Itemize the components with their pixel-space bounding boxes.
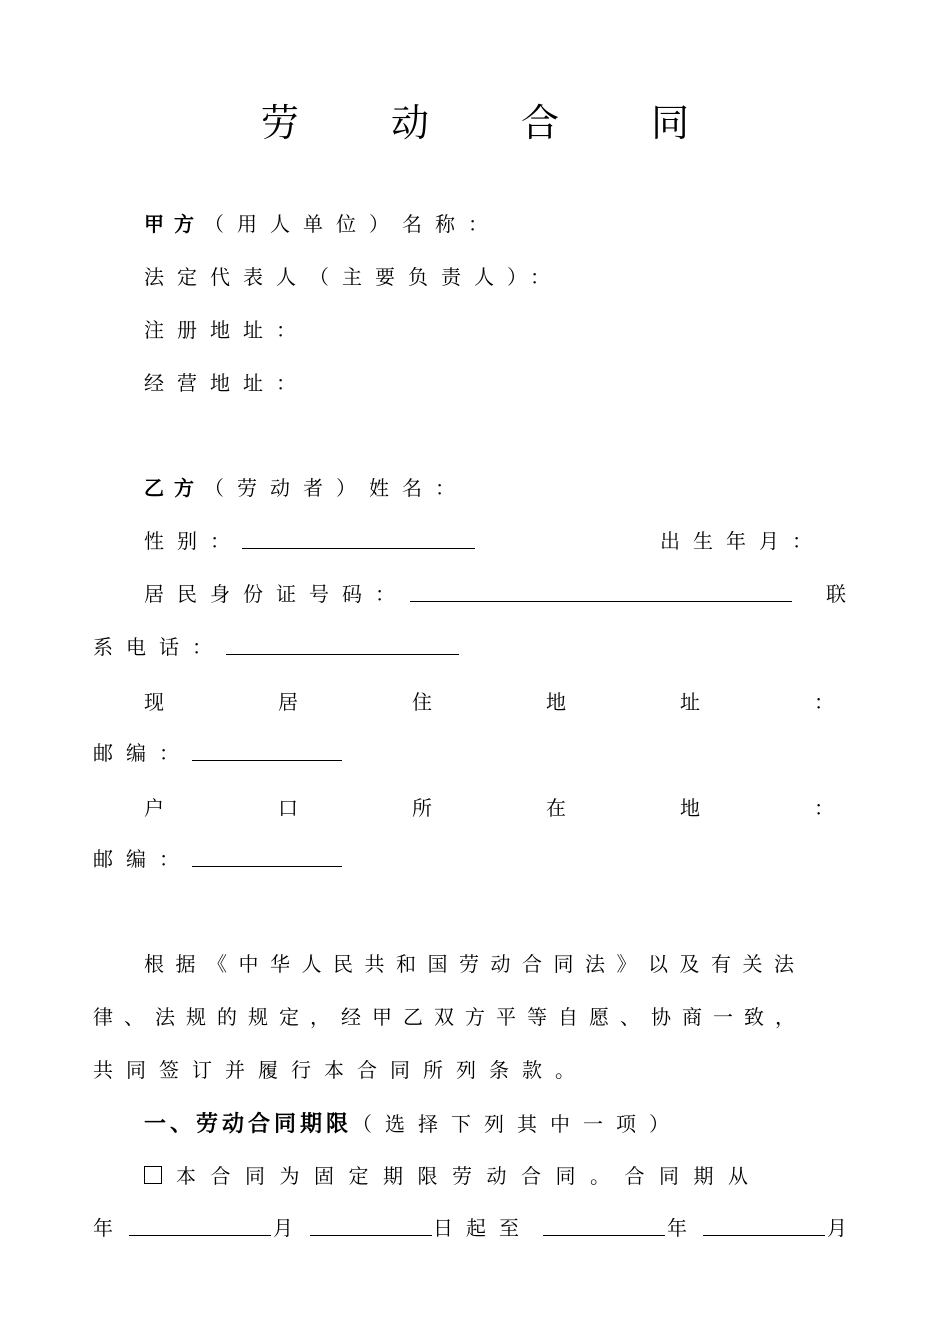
hukou-char: 在 bbox=[546, 796, 566, 820]
checkbox-icon[interactable] bbox=[144, 1166, 162, 1184]
gender-label: 性别： bbox=[144, 529, 243, 553]
party-b-name-row bbox=[144, 474, 468, 502]
gender-field[interactable] bbox=[242, 548, 475, 549]
preamble-line-2: 律、法规的规定，经甲乙双方平等自愿、协商一致， bbox=[93, 1005, 806, 1029]
end-year-field[interactable] bbox=[543, 1235, 665, 1236]
party-a-name-label: （用人单位）名称： bbox=[204, 212, 501, 236]
hukou-char: 所 bbox=[412, 796, 432, 820]
section-1-heading-row bbox=[144, 1107, 682, 1138]
start-month-field[interactable] bbox=[310, 1235, 432, 1236]
page-title: 劳 动 合 同 bbox=[260, 101, 730, 145]
hukou-char: ： bbox=[814, 796, 834, 820]
hukou-char: 地 bbox=[680, 796, 700, 820]
term-month-label: 月 bbox=[273, 1216, 306, 1240]
party-a-name-row bbox=[144, 210, 501, 238]
postcode-label: 邮编： bbox=[93, 741, 192, 765]
residence-char: 址 bbox=[680, 690, 700, 714]
postcode-field[interactable] bbox=[192, 760, 342, 761]
term-year2-label: 年 bbox=[667, 1216, 700, 1240]
id-label: 居民身份证号码： bbox=[144, 582, 408, 606]
party-a-rep-label: 法定代表人（主要负责人）： bbox=[144, 265, 563, 289]
section-1-heading: 一、劳动合同期限 bbox=[144, 1112, 353, 1137]
hukou-char: 户 bbox=[144, 796, 164, 820]
residence-char: 居 bbox=[278, 690, 298, 714]
preamble-line-1: 根据《中华人民共和国劳动合同法》以及有关法 bbox=[144, 952, 806, 976]
preamble-line-3: 共同签订并履行本合同所列条款。 bbox=[93, 1058, 588, 1082]
end-month-field[interactable] bbox=[703, 1235, 825, 1236]
residence-row bbox=[144, 686, 834, 715]
term-year-label: 年 bbox=[93, 1216, 126, 1240]
option-1-text: 本合同为固定期限劳动合同。合同期从 bbox=[176, 1164, 763, 1188]
postcode-field-2[interactable] bbox=[192, 866, 342, 867]
id-field[interactable] bbox=[410, 601, 792, 602]
party-b-name-label: （劳动者）姓名： bbox=[204, 476, 468, 500]
phone-field[interactable] bbox=[226, 654, 459, 655]
phone-label-start: 联 bbox=[826, 582, 846, 606]
party-a-biz-addr-label: 经营地址： bbox=[144, 371, 309, 395]
term-day-from-label: 日起至 bbox=[433, 1216, 532, 1240]
phone-label: 系电话： bbox=[93, 635, 225, 659]
birth-label: 出生年月： bbox=[660, 529, 825, 553]
postcode-label-2: 邮编： bbox=[93, 847, 192, 871]
residence-char: 现 bbox=[144, 690, 164, 714]
residence-char: 地 bbox=[546, 690, 566, 714]
residence-char: ： bbox=[814, 690, 834, 714]
hukou-char: 口 bbox=[278, 796, 298, 820]
term-month2-label: 月 bbox=[827, 1216, 847, 1240]
party-b-label: 乙方 bbox=[144, 476, 204, 500]
hukou-row bbox=[144, 792, 834, 821]
party-a-reg-addr-label: 注册地址： bbox=[144, 318, 309, 342]
party-a-label: 甲方 bbox=[144, 212, 204, 236]
option-1-row bbox=[144, 1162, 763, 1190]
residence-char: 住 bbox=[412, 690, 432, 714]
section-1-note: （选择下列其中一项） bbox=[352, 1112, 683, 1136]
start-year-field[interactable] bbox=[129, 1235, 271, 1236]
